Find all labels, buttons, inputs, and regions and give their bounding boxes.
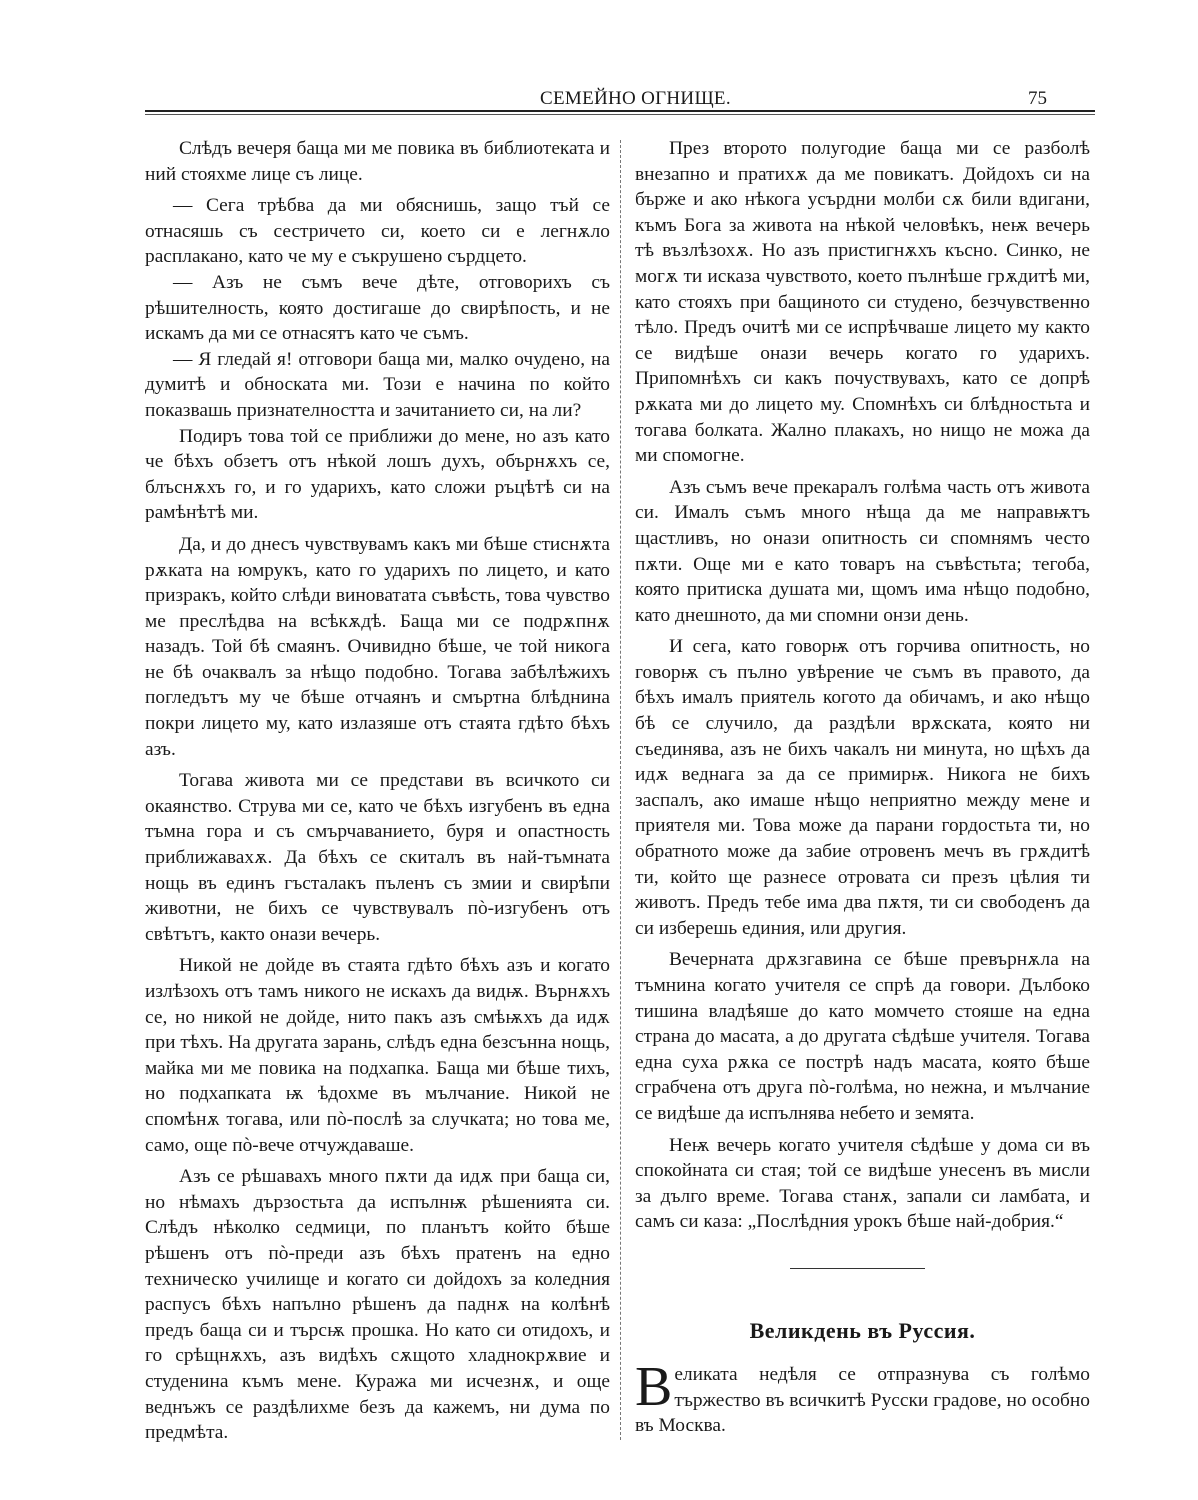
paragraph: — Азъ не съмъ вече дѣте, отговорихъ съ рѣшителность, която достигаше до свирѣпость, и не искамъ да ми се отнасятъ като че съмъ. [145,271,610,345]
column-divider [620,140,621,1440]
page-number: 75 [1028,88,1047,109]
paragraph: Вечерната дрѫзгавина се бѣше превърнѫла на тъмнина когато учителя се спрѣ да говори. Дълбоко тишина владѣяше до като момчето стояше на една страна до масата, а до другата сѣдѣше учителя. Тогава една суха рѫка се пострѣ надъ масата, която бѣше сграбчена отъ друга пò-голѣма, но нежна, и мълчание се видѣше да испълнява небето и земята. [635,949,1090,1124]
paragraph: Никой не дойде въ стаята гдѣто бѣхъ азъ и когато излѣзохъ отъ тамъ никого не искахъ да видѭ. Върнѫхъ се, но никой не дойде, нито пакъ азъ смѣѭхъ да идѫ при тѣхъ. На другата зарань, слѣдъ една безсънна нощь, майка ми ме повика на подхапка. Баща ми бѣше тихъ, но подхапката ѭ ѣдохме въ мълчание. Никой не спомѣнѫ тогава, или пò-послѣ за случката; но това ме, само, още пò-вече отчуждаваше. [145,955,610,1156]
left-column [145,136,610,1452]
paragraph: Тогава живота ми се представи въ всичкото си окаянство. Струва ми се, като че бѣхъ изгубенъ въ една тъмна гора и съ смърчаванието, буря и опастность приближавахѫ. Да бѣхъ се скиталъ въ най-тъмната нощь въ единъ гъсталакъ пъленъ съ змии и свирѣпи животни, не бихъ се чувствувалъ пò-изгубенъ отъ свѣтътъ, както онази вечерь. [145,770,610,945]
header-rule [145,110,1095,112]
paragraph: — Я гледай я! отговори баща ми, малко очудено, на думитѣ и обноската ми. Този е начина по който показвашь признателността и зачитанието си, на ли? [145,348,610,421]
paragraph: — Сега трѣбва да ми обяснишь, защо тъй се отнасяшь съ сестричето си, което си е легнѫло расплакано, като че му е съкрушено сърдцето. [145,195,610,268]
paragraph: Да, и до днесъ чувствувамъ какъ ми бѣше стиснѫта рѫката на юмрукъ, като го ударихъ по лицето, и като призракъ, който слѣди виноватата съвѣсть, това чувство ме преслѣдва на всѣкѫдѣ. Баща ми се подрѫпнѫ назадъ. Той бѣ смаянъ. Очивидно бѣше, че той никога не бѣ очаквалъ за нѣщо подобно. Тогава забѣлѣжихъ погледътъ му че бѣше отчаянъ и смъртна блѣднина покри лицето му, като излазяше отъ стаята гдѣто бѣхъ азъ. [145,533,610,760]
section-separator [790,1268,925,1269]
paragraph: Азъ съмъ вече прекаралъ голѣма часть отъ живота си. Ималъ съмъ много нѣща да ме направѭтъ щастливъ, но онази опитность си спомнямъ често пѫти. Още ми е като товаръ на съвѣстьта; тегоба, която притиска душата ми, щомъ има нѣщо подобно, като днешното, да ми спомни онзи день. [635,476,1090,626]
running-header [145,88,1095,112]
drop-cap: В [635,1356,673,1418]
section-title: Великдень въ Руссия. [749,1318,976,1343]
paragraph: През второто полугодие баща ми се разболѣ внезапно и пратихѫ да ме повикатъ. Дойдохъ си на бърже и ако нѣкога усърдни молби сѫ били вдигани, къмъ Бога за живота на нѣкой человѣкъ, неѭ вечерь тѣ възлѣзохѫ. Но азъ пристигнѫхъ късно. Синко, не могѫ ти исказа чувството, което пълнѣше грѫдитѣ ми, като стояхъ при бащиното си студено, безчувственно тѣло. Предъ очитѣ ми се испрѣчваше лицето му както се видѣше онази вечерь когато го ударихъ. Припомнѣхъ си какъ почуствувахъ, като се допрѣ рѫката ми до лицето му. Спомнѣхъ си блѣдностьта и тогава болката. Жално плакахъ, но нищо не можа да ми спомогне. [635,138,1090,467]
paragraph: Подиръ това той се приближи до мене, но азъ като че бѣхъ обзетъ отъ нѣкой лошъ духъ, обърнѫхъ се, блъснѫхъ го, и го ударихъ, като сложи ръцѣтѣ си на рамѣнѣтѣ ми. [145,425,610,524]
right-column [635,136,1090,1241]
paragraph: Слѣдъ вечеря баща ми ме повика въ библиотеката и ний стояхме лице съ лице. [145,138,610,185]
section-intro [635,1356,1090,1439]
paragraph: Азъ се рѣшавахъ много пѫти да идѫ при баща си, но нѣмахъ дързостьта да испълнѭ рѣшенията си. Слѣдъ нѣколко седмици, по планътъ който бѣше рѣшенъ отъ пò-преди азъ бѣхъ пратенъ на едно техническо училище и когато си дойдохъ за коледния распусъ бѣхъ напълно рѣшенъ да паднѫ на колѣнѣ предъ баща си и търсѭ прошка. Но като си отидохъ, и го срѣщнѫхъ, азъ видѣхъ сѫщото хладнокрѫвие и студенина къмъ мене. Куража ми исчезнѫ, и още веднъжъ се раздѣлихме безъ да кажемъ, ни дума по предмѣта. [145,1166,610,1444]
journal-title: СЕМЕЙНО ОГНИЩЕ. [540,88,731,109]
paragraph: Неѭ вечерь когато учителя сѣдѣше у дома си въ спокойната си стая; той се видѣше унесенъ въ мисли за дълго време. Тогава станѫ, запали си ламбата, и самъ си каза: „Послѣдния урокъ бѣше най-добрия.“ [635,1134,1090,1233]
header-rule-thin [145,114,1095,115]
paragraph: И сега, като говорѭ отъ горчива опитность, но говорѭ съ пълно увѣрение че съмъ въ правото, да бѣхъ ималъ приятель когото да обичамъ, и ако нѣщо бѣ се случило, да раздѣли врѫската, която ни съединява, азъ не бихъ чакалъ ни минута, но щѣхъ да идѫ веднага за да се примирѭ. Никога не бихъ заспалъ, ако имаше нѣщо неприятно между мене и приятеля ми. Това може да парани гордостьта ти, но обратното може да забие отровенъ мечъ въ грѫдитѣ ти, който ще разнесе отровата си презъ цѣлия ти животъ. Предъ тебе има два пѫтя, ти си свободенъ да си изберешь единия, или другия. [635,636,1090,939]
section-text: еликата недѣля се отпразнува съ голѣмо тържество въ всичкитѣ Русски градове, но особно въ Москва. [635,1364,1090,1437]
